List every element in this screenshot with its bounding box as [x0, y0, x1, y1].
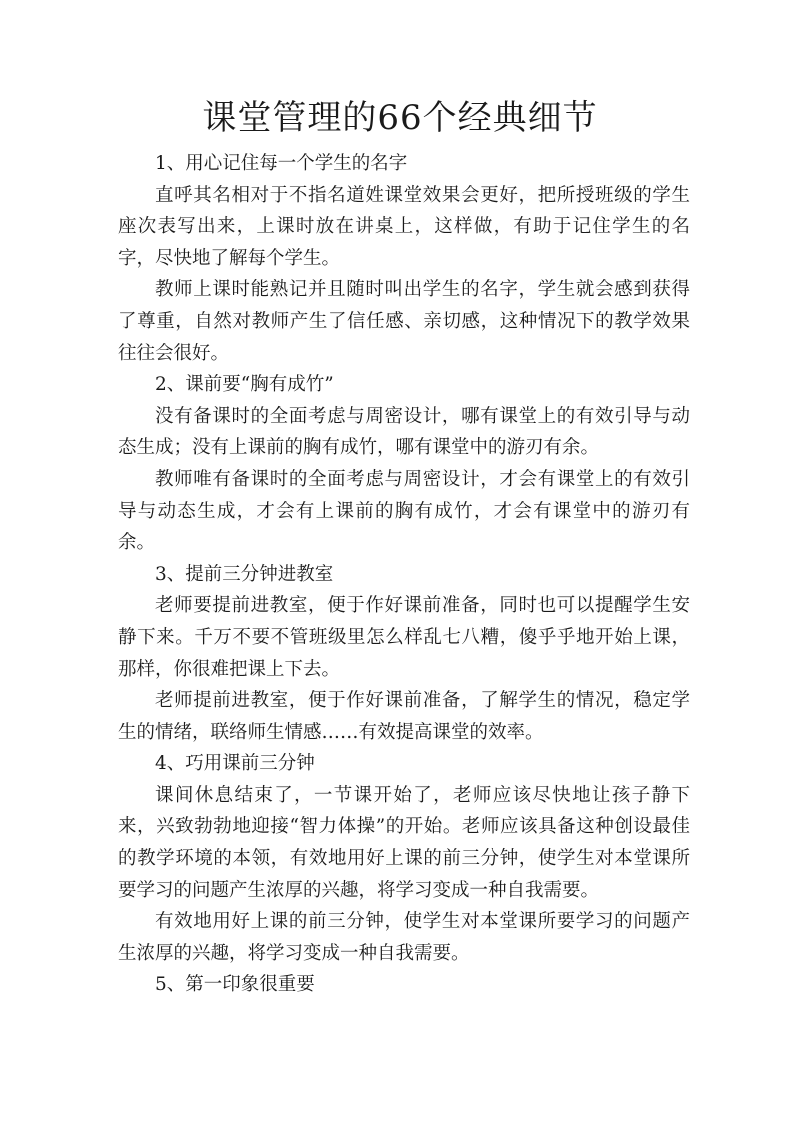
paragraph: 教师唯有备课时的全面考虑与周密设计，才会有课堂上的有效引导与动态生成，才会有上课前的胸有成竹，才会有课堂中的游刃有余。 — [118, 468, 690, 554]
paragraph: 老师提前进教室，便于作好课前准备，了解学生的情况，稳定学生的情绪，联络师生情感……有效提高课堂的效率。 — [118, 690, 690, 743]
paragraph: 直呼其名相对于不指名道姓课堂效果会更好，把所授班级的学生座次表写出来，上课时放在讲桌上，这样做，有助于记住学生的名字，尽快地了解每个学生。 — [118, 184, 690, 269]
paragraph: 有效地用好上课的前三分钟，使学生对本堂课所要学习的问题产生浓厚的兴趣，将学习变成一种自我需要。 — [118, 911, 690, 964]
paragraph: 没有备课时的全面考虑与周密设计，哪有课堂上的有效引导与动态生成；没有上课前的胸有成竹，哪有课堂中的游刃有余。 — [118, 405, 690, 459]
section-heading-2: 2、课前要“胸有成竹” — [155, 374, 334, 396]
document-title: 课堂管理的66个经典细节 — [202, 98, 598, 138]
section-heading-3: 3、提前三分钟进教室 — [155, 563, 334, 585]
section-heading-1: 1、用心记住每一个学生的名字 — [155, 153, 408, 174]
section-heading-4: 4、巧用课前三分钟 — [155, 753, 315, 775]
paragraph: 教师上课时能熟记并且随时叫出学生的名字，学生就会感到获得了尊重，自然对教师产生了信任感、亲切感，这种情况下的教学效果往往会很好。 — [118, 279, 690, 364]
paragraph: 课间休息结束了，一节课开始了，老师应该尽快地让孩子静下来，兴致勃勃地迎接“智力体操”的开始。老师应该具备这种创设最佳的教学环境的本领，有效地用好上课的前三分钟，使学生对本堂课所要学习的问题产生浓厚的兴趣，将学习变成一种自我需要。 — [118, 784, 690, 901]
document-body — [118, 148, 690, 1001]
paragraph: 老师要提前进教室，便于作好课前准备，同时也可以提醒学生安静下来。千万不要不管班级里怎么样乱七八糟，傻乎乎地开始上课，那样，你很难把课上下去。 — [118, 595, 690, 680]
section-heading-5: 5、第一印象很重要 — [155, 974, 315, 996]
